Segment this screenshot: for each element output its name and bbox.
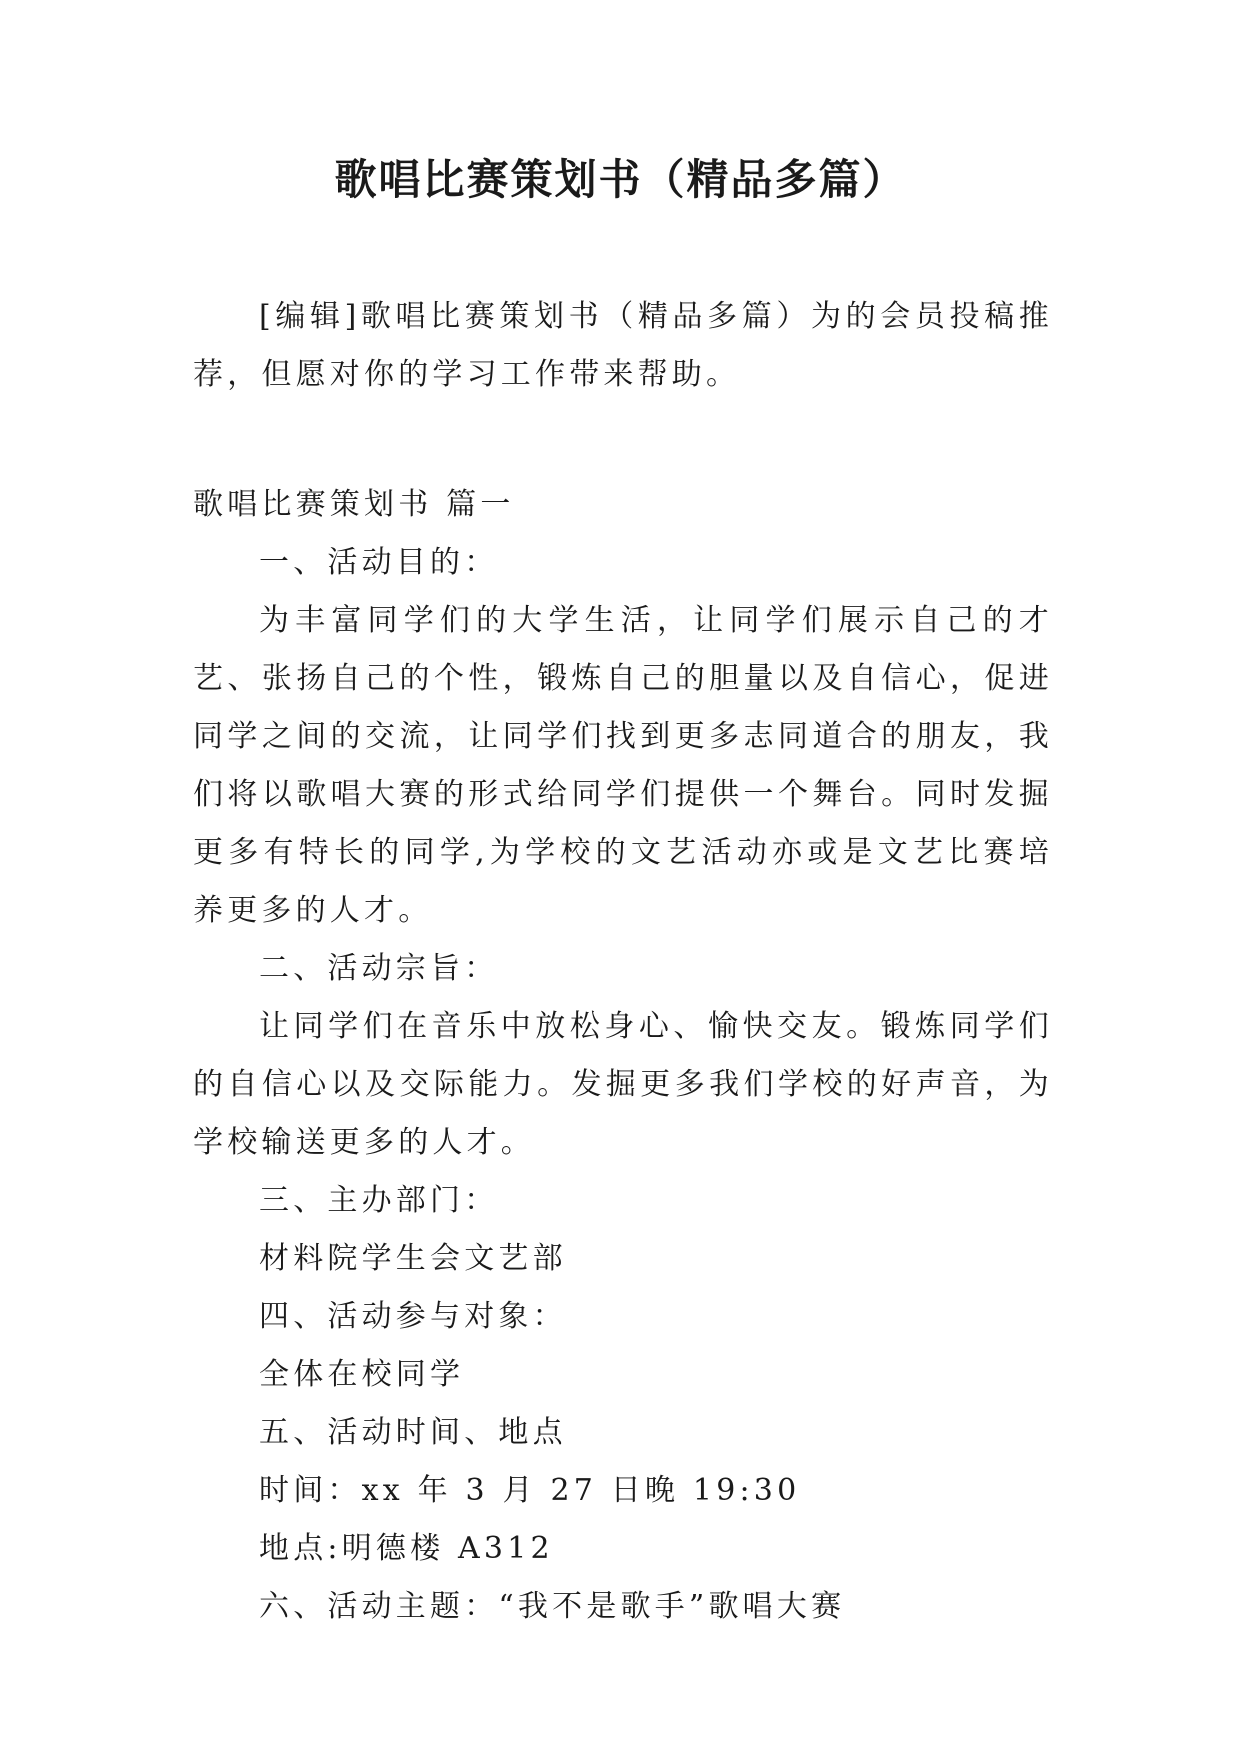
item6-heading: 六、活动主题：“我不是歌手”歌唱大赛 [259,1589,846,1624]
item5-time: 时间：xx 年 3 月 27 日晚 19:30 [259,1473,801,1508]
document-body [193,288,1053,1636]
item1-body: 为丰富同学们的大学生活，让同学们展示自己的才艺、张扬自己的个性，锻炼自己的胆量以及自信心，促进同学之间的交流，让同学们找到更多志同道合的朋友，我们将以歌唱大赛的形式给同学们提供一个舞台。同时发掘更多有特长的同学,为学校的文艺活动亦或是文艺比赛培养更多的人才。 [193,603,1053,928]
item2-heading: 二、活动宗旨： [259,951,499,986]
item2-body: 让同学们在音乐中放松身心、愉快交友。锻炼同学们的自信心以及交际能力。发掘更多我们学校的好声音，为学校输送更多的人才。 [193,1009,1053,1160]
item3-body: 材料院学生会文艺部 [259,1241,567,1276]
item4-heading: 四、活动参与对象： [259,1299,567,1334]
document-title: 歌唱比赛策划书（精品多篇） [334,155,907,204]
item5-heading: 五、活动时间、地点 [259,1415,567,1450]
item4-body: 全体在校同学 [259,1357,465,1392]
intro-paragraph: [编辑]歌唱比赛策划书（精品多篇）为的会员投稿推荐，但愿对你的学习工作带来帮助。 [193,299,1053,392]
item1-heading: 一、活动目的： [259,545,499,580]
item5-place: 地点:明德楼 A312 [259,1531,554,1566]
item3-heading: 三、主办部门： [259,1183,499,1218]
spacer [193,404,1053,462]
section-heading: 歌唱比赛策划书 篇一 [193,487,515,522]
